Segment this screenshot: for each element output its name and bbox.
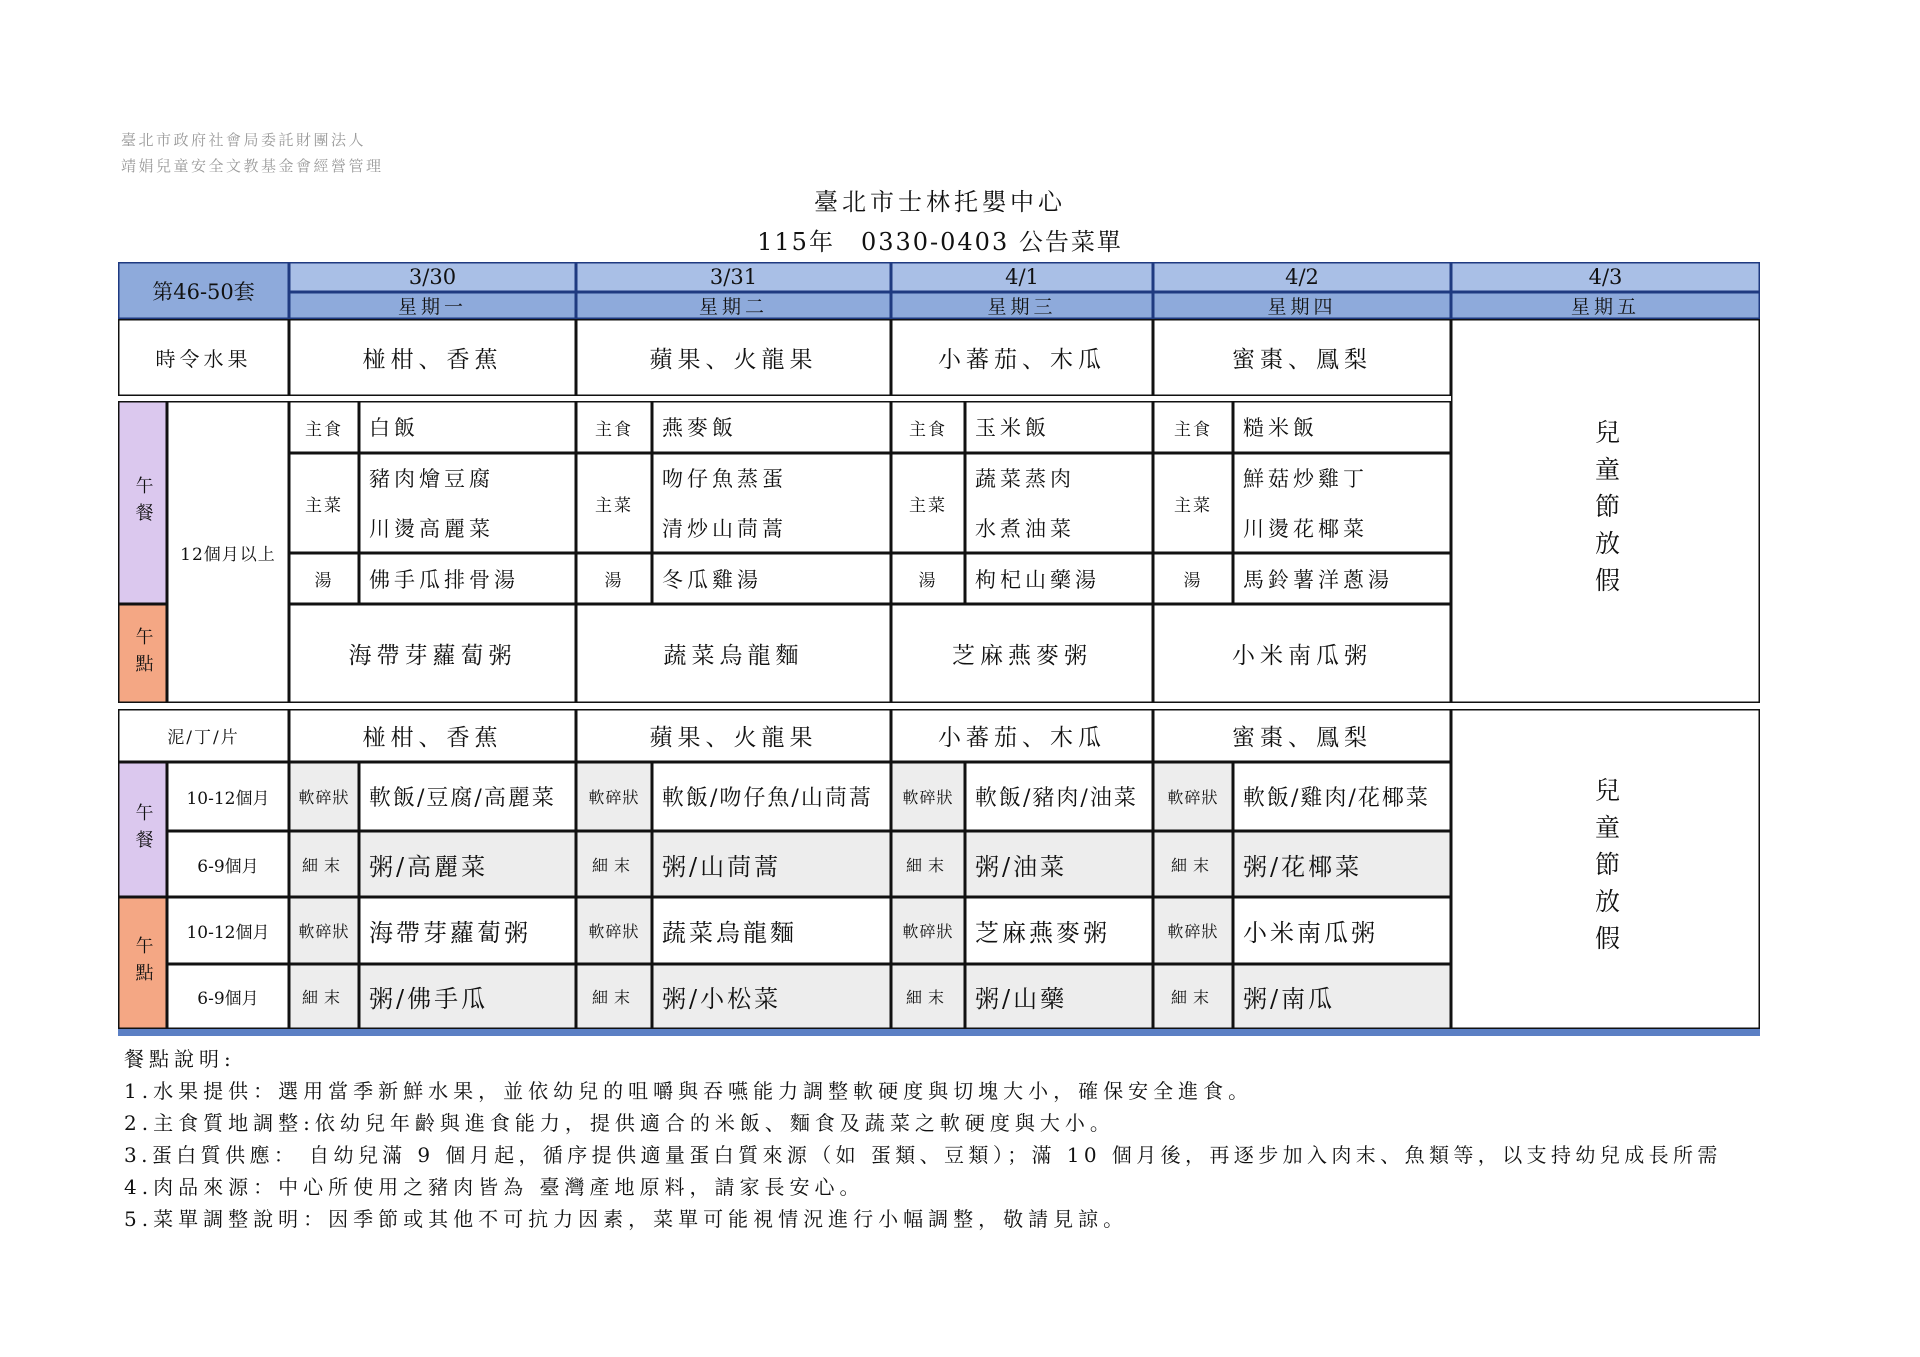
staple-tue: 燕麥飯: [652, 401, 891, 453]
main-dish-2: 水煮油菜: [975, 517, 1075, 541]
weekday-thu: 星期四: [1153, 292, 1451, 319]
main-dish-2: 清炒山茼蒿: [662, 517, 787, 541]
soup-label: 湯: [891, 553, 965, 604]
staple-label: 主食: [891, 401, 965, 453]
staple-label: 主食: [1153, 401, 1233, 453]
age-6-9-lunch: 6-9個月: [167, 831, 289, 897]
date-thu: 4/2: [1153, 262, 1451, 292]
note-line-2: 2.主食質地調整:依幼兒年齡與進食能力，提供適合的米飯、麵食及蔬菜之軟硬度與大小。: [124, 1111, 1115, 1135]
lunch-label-text: 午餐: [132, 802, 154, 857]
weekday-tue: 星期二: [576, 292, 891, 319]
age-6-9-snack: 6-9個月: [167, 964, 289, 1029]
date-wed: 4/1: [891, 262, 1153, 292]
holiday-text: 兒童節放假: [1591, 776, 1621, 962]
texture-soft: 軟碎狀: [576, 762, 652, 831]
snack-label-infant: [118, 897, 167, 1029]
main-wed: [965, 453, 1153, 553]
holiday-cell-upper: [1451, 319, 1760, 703]
lunch-6-9-mon: 粥/高麗菜: [359, 831, 576, 897]
snack-10-12-mon: 海帶芽蘿蔔粥: [359, 897, 576, 964]
age-10-12-lunch: 10-12個月: [167, 762, 289, 831]
staple-mon: 白飯: [359, 401, 576, 453]
texture-fine: 細末: [576, 964, 652, 1029]
main-dish-1: 蔬菜蒸肉: [975, 467, 1075, 491]
weekday-fri: 星期五: [1451, 292, 1760, 319]
soup-label: 湯: [576, 553, 652, 604]
lunch-label-text: 午餐: [132, 475, 154, 530]
weekday-mon: 星期一: [289, 292, 576, 319]
main-thu: [1233, 453, 1451, 553]
table-bottom-rule: [118, 1029, 1760, 1036]
staple-wed: 玉米飯: [965, 401, 1153, 453]
main-mon: [359, 453, 576, 553]
lunch-label: [118, 401, 167, 604]
note-line-1: 1.水果提供：選用當季新鮮水果，並依幼兒的咀嚼與吞嚥能力調整軟硬度與切塊大小，確保安全進食。: [124, 1079, 1254, 1103]
snack-tue: 蔬菜烏龍麵: [576, 604, 891, 703]
fruit2-wed: 小蕃茄、木瓜: [891, 709, 1153, 762]
set-label: 第46-50套: [118, 262, 289, 319]
texture-soft: 軟碎狀: [1153, 897, 1233, 964]
note-line-5: 5.菜單調整說明：因季節或其他不可抗力因素，菜單可能視情況進行小幅調整，敬請見諒。: [124, 1207, 1129, 1231]
snack-10-12-wed: 芝麻燕麥粥: [965, 897, 1153, 964]
date-fri: 4/3: [1451, 262, 1760, 292]
texture-fine: 細末: [891, 831, 965, 897]
staple-label: 主食: [289, 401, 359, 453]
texture-soft: 軟碎狀: [891, 897, 965, 964]
soup-label: 湯: [1153, 553, 1233, 604]
snack-mon: 海帶芽蘿蔔粥: [289, 604, 576, 703]
staple-label: 主食: [576, 401, 652, 453]
snack-label-text: 午點: [132, 936, 154, 990]
snack-wed: 芝麻燕麥粥: [891, 604, 1153, 703]
main-label: 主菜: [1153, 453, 1233, 553]
note-line-4: 4.肉品來源：中心所使用之豬肉皆為 臺灣產地原料，請家長安心。: [124, 1175, 865, 1199]
soup-thu: 馬鈴薯洋蔥湯: [1233, 553, 1451, 604]
fruit2-mon: 椪柑、香蕉: [289, 709, 576, 762]
snack-10-12-thu: 小米南瓜粥: [1233, 897, 1451, 964]
soup-wed: 枸杞山藥湯: [965, 553, 1153, 604]
lunch-10-12-tue: 軟飯/吻仔魚/山茼蒿: [652, 762, 891, 831]
snack-10-12-tue: 蔬菜烏龍麵: [652, 897, 891, 964]
notes-title: 餐點說明:: [124, 1047, 236, 1071]
fruit-mon: 椪柑、香蕉: [289, 319, 576, 396]
snack-thu: 小米南瓜粥: [1153, 604, 1451, 703]
main-dish-2: 川燙高麗菜: [369, 517, 494, 541]
snack-6-9-wed: 粥/山藥: [965, 964, 1153, 1029]
fruit2-thu: 蜜棗、鳳梨: [1153, 709, 1451, 762]
soup-mon: 佛手瓜排骨湯: [359, 553, 576, 604]
texture-fine: 細末: [576, 831, 652, 897]
main-dish-2: 川燙花椰菜: [1243, 517, 1368, 541]
holiday-text: 兒童節放假: [1591, 418, 1621, 604]
lunch-6-9-tue: 粥/山茼蒿: [652, 831, 891, 897]
lunch-label-infant: [118, 762, 167, 897]
meal-notes: [124, 1043, 1760, 1243]
fruit-tue: 蘋果、火龍果: [576, 319, 891, 396]
texture-fine: 細末: [1153, 964, 1233, 1029]
snack-6-9-thu: 粥/南瓜: [1233, 964, 1451, 1029]
age-label: 12個月以上: [167, 401, 289, 703]
texture-fine: 細末: [1153, 831, 1233, 897]
main-dish-1: 豬肉燴豆腐: [369, 467, 494, 491]
page-subtitle: 115年 0330-0403 公告菜單: [757, 228, 1123, 256]
weekday-wed: 星期三: [891, 292, 1153, 319]
fruit-wed: 小蕃茄、木瓜: [891, 319, 1153, 396]
main-dish-1: 吻仔魚蒸蛋: [662, 467, 787, 491]
age-10-12-snack: 10-12個月: [167, 897, 289, 964]
lunch-10-12-wed: 軟飯/豬肉/油菜: [965, 762, 1153, 831]
texture-fine: 細末: [891, 964, 965, 1029]
note-line-3: 3.蛋白質供應： 自幼兒滿 9 個月起，循序提供適量蛋白質來源（如 蛋類、豆類）；滿 10 個月後，再逐步加入肉末、魚類等，以支持幼兒成長所需: [124, 1143, 1722, 1167]
texture-fine: 細末: [289, 964, 359, 1029]
page-title: 臺北市士林托嬰中心: [814, 188, 1066, 216]
texture-fine: 細末: [289, 831, 359, 897]
texture-label: 泥/丁/片: [118, 709, 289, 762]
texture-soft: 軟碎狀: [289, 762, 359, 831]
snack-6-9-tue: 粥/小松菜: [652, 964, 891, 1029]
texture-soft: 軟碎狀: [891, 762, 965, 831]
fruit-label: 時令水果: [118, 319, 289, 396]
date-mon: 3/30: [289, 262, 576, 292]
org-line-2: 靖娟兒童安全文教基金會經營管理: [121, 157, 384, 175]
texture-soft: 軟碎狀: [289, 897, 359, 964]
snack-label-text: 午點: [132, 626, 154, 681]
lunch-6-9-wed: 粥/油菜: [965, 831, 1153, 897]
main-label: 主菜: [289, 453, 359, 553]
snack-label: [118, 604, 167, 703]
soup-tue: 冬瓜雞湯: [652, 553, 891, 604]
org-line-1: 臺北市政府社會局委託財團法人: [121, 131, 367, 149]
main-dish-1: 鮮菇炒雞丁: [1243, 467, 1368, 491]
fruit-thu: 蜜棗、鳳梨: [1153, 319, 1451, 396]
main-label: 主菜: [576, 453, 652, 553]
main-label: 主菜: [891, 453, 965, 553]
holiday-cell-lower: [1451, 709, 1760, 1029]
lunch-6-9-thu: 粥/花椰菜: [1233, 831, 1451, 897]
date-tue: 3/31: [576, 262, 891, 292]
soup-label: 湯: [289, 553, 359, 604]
staple-thu: 糙米飯: [1233, 401, 1451, 453]
texture-soft: 軟碎狀: [1153, 762, 1233, 831]
main-tue: [652, 453, 891, 553]
lunch-10-12-thu: 軟飯/雞肉/花椰菜: [1233, 762, 1451, 831]
fruit2-tue: 蘋果、火龍果: [576, 709, 891, 762]
texture-soft: 軟碎狀: [576, 897, 652, 964]
lunch-10-12-mon: 軟飯/豆腐/高麗菜: [359, 762, 576, 831]
snack-6-9-mon: 粥/佛手瓜: [359, 964, 576, 1029]
